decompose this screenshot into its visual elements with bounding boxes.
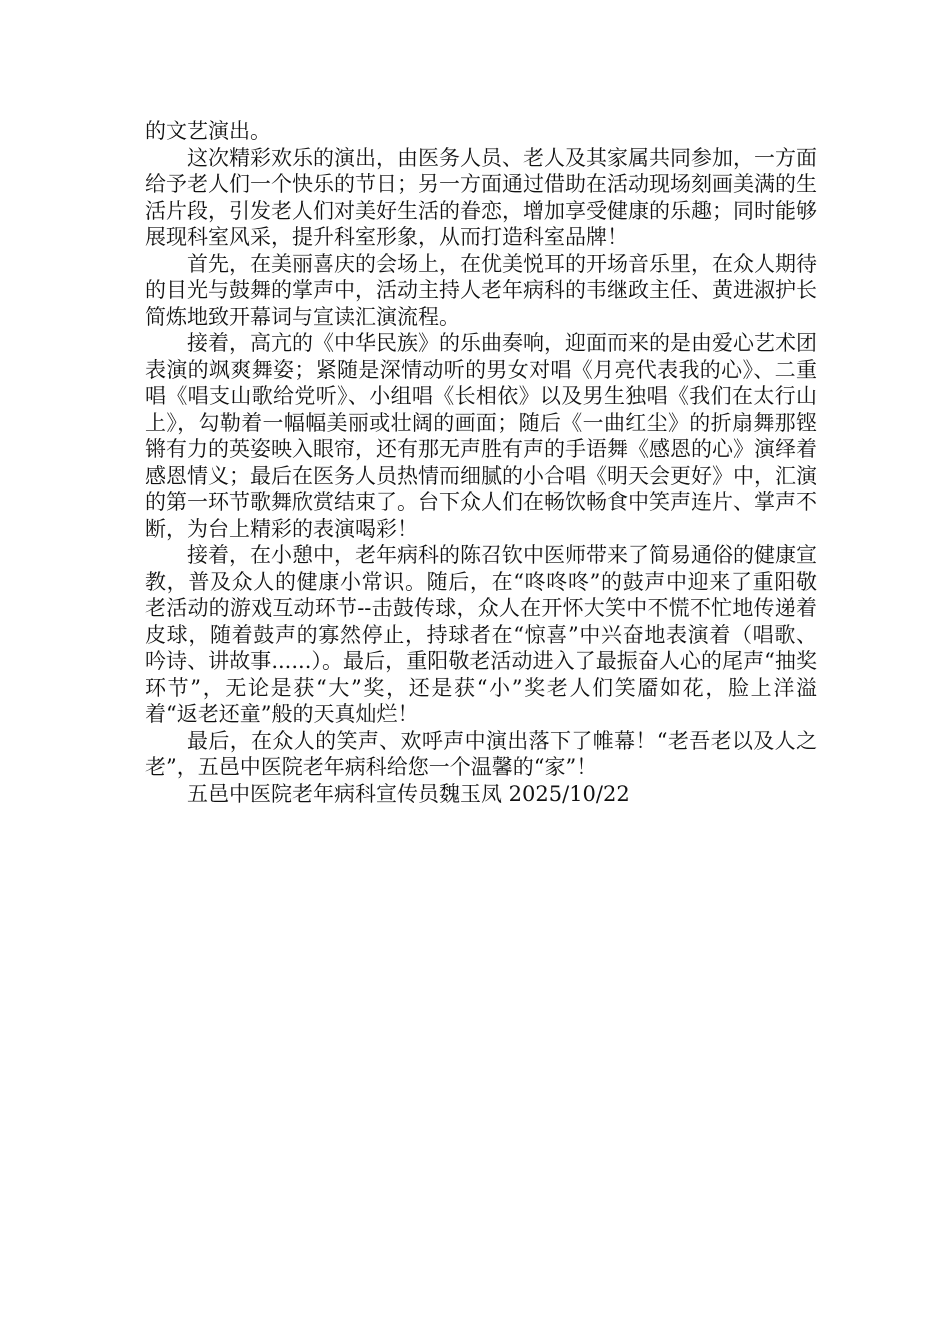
document-body (145, 118, 817, 807)
paragraph-opening: 首先，在美丽喜庆的会场上，在优美悦耳的开场音乐里，在众人期待的目光与鼓舞的掌声中，活动主持人老年病科的韦继政主任、黄进淑护长简炼地致开幕词与宣读汇演流程。 (145, 251, 817, 329)
paragraph-song-and-dance: 接着，高亢的《中华民族》的乐曲奏响，迎面而来的是由爱心艺术团表演的飒爽舞姿；紧随是深情动听的男女对唱《月亮代表我的心》、二重唱《唱支山歌给党听》、小组唱《长相依》以及男生独唱《我们在太行山上》，勾勒着一幅幅美丽或壮阔的画面；随后《一曲红尘》的折扇舞那铿锵有力的英姿映入眼帘，还有那无声胜有声的手语舞《感恩的心》演绎着感恩情义；最后在医务人员热情而细腻的小合唱《明天会更好》中，汇演的第一环节歌舞欣赏结束了。台下众人们在畅饮畅食中笑声连片、掌声不断，为台上精彩的表演喝彩！ (145, 331, 817, 541)
paragraph-performance-purpose: 这次精彩欢乐的演出，由医务人员、老人及其家属共同参加，一方面给予老人们一个快乐的节日；另一方面通过借助在活动现场刻画美满的生活片段，引发老人们对美好生活的眷恋，增加享受健康的乐趣；同时能够展现科室风采，提升科室形象，从而打造科室品牌！ (145, 145, 817, 249)
paragraph-closing: 最后，在众人的笑声、欢呼声中演出落下了帷幕！“老吾老以及人之老”，五邑中医院老年病科给您一个温馨的“家”！ (145, 728, 817, 779)
author-signature-date: 五邑中医院老年病科宣传员魏玉凤 2025/10/22 (187, 781, 630, 806)
paragraph-games-and-lottery: 接着，在小憩中，老年病科的陈召钦中医师带来了简易通俗的健康宣教，普及众人的健康小常识。随后，在“咚咚咚”的鼓声中迎来了重阳敬老活动的游戏互动环节--击鼓传球，众人在开怀大笑中不慌不忙地传递着皮球，随着鼓声的寡然停止，持球者在“惊喜”中兴奋地表演着（唱歌、吟诗、讲故事......）。最后，重阳敬老活动进入了最振奋人心的尾声“抽奖环节”，无论是获“大”奖，还是获“小”奖老人们笑靥如花，脸上洋溢着“返老还童”般的天真灿烂！ (145, 543, 817, 726)
paragraph-continuation: 的文艺演出。 (145, 119, 271, 143)
